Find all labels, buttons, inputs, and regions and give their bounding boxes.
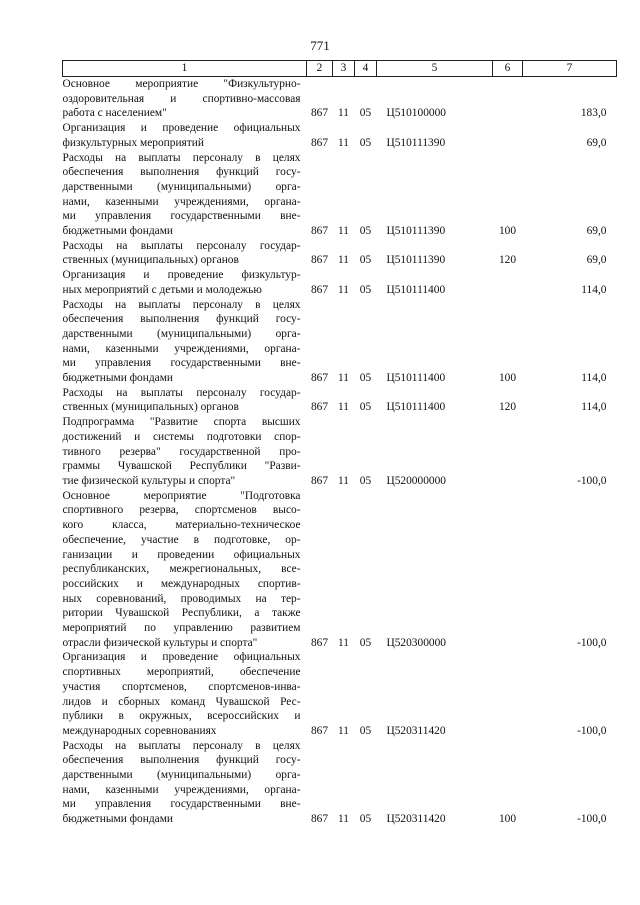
ministry-code: 867 xyxy=(310,372,329,385)
description-line: публики в окружных, всероссийских и xyxy=(62,710,301,723)
description-line: Расходы на выплаты персоналу государ- xyxy=(62,386,301,399)
expense-type-code xyxy=(493,650,523,738)
table-header-row xyxy=(63,61,617,77)
amount: 69,0 xyxy=(586,225,607,238)
amount: 183,0 xyxy=(580,107,607,120)
expense-type-code xyxy=(493,121,523,150)
row-description xyxy=(63,298,307,386)
description-line: достижений и системы подготовки спор- xyxy=(62,430,301,443)
subsection-code: 05 xyxy=(359,724,372,737)
row-description xyxy=(63,239,307,268)
description-line: Подпрограмма "Развитие спорта высших xyxy=(62,416,301,429)
table-row xyxy=(63,121,617,150)
section-code: 11 xyxy=(338,254,349,267)
description-line: Организация и проведение официальных xyxy=(62,651,301,664)
amount: -100,0 xyxy=(577,636,607,649)
table-row xyxy=(63,739,617,827)
expense-type-code: 100 xyxy=(498,225,517,238)
description-line: нами, казенными учреждениями, органа- xyxy=(62,342,301,355)
header-col-7: 7 xyxy=(523,61,617,77)
description-line: обеспечения выполнения функций госу- xyxy=(62,313,301,326)
header-col-2: 2 xyxy=(307,61,333,77)
section-code: 11 xyxy=(338,136,349,149)
row-description xyxy=(63,121,307,150)
table-body xyxy=(63,77,617,827)
description-line: дарственными (муниципальными) орга- xyxy=(62,327,301,340)
target-article-code: Ц520000000 xyxy=(386,474,446,487)
ministry-code: 867 xyxy=(310,813,329,826)
description-line: ных мероприятий с детьми и молодежью xyxy=(62,283,262,296)
description-line: нами, казенными учреждениями, органа- xyxy=(62,783,301,796)
amount: -100,0 xyxy=(577,474,607,487)
description-line: бюджетными фондами xyxy=(62,813,174,826)
expense-type-code: 100 xyxy=(498,372,517,385)
expense-type-code xyxy=(493,415,523,489)
header-col-1: 1 xyxy=(63,61,307,77)
target-article-code: Ц510111400 xyxy=(386,401,446,414)
table-row xyxy=(63,386,617,415)
expense-type-code: 100 xyxy=(498,813,517,826)
amount: 69,0 xyxy=(586,136,607,149)
expense-type-code xyxy=(493,77,523,122)
description-line: спортивного резерва, спортсменов высо- xyxy=(62,504,301,517)
description-line: оздоровительная и спортивно-массовая xyxy=(62,92,301,105)
budget-table xyxy=(62,60,617,827)
description-line: физкультурных мероприятий xyxy=(62,136,204,149)
section-code: 11 xyxy=(338,813,349,826)
section-code: 11 xyxy=(338,283,349,296)
ministry-code: 867 xyxy=(310,136,329,149)
subsection-code: 05 xyxy=(359,813,372,826)
target-article-code: Ц510111390 xyxy=(386,225,446,238)
description-line: нами, казенными учреждениями, органа- xyxy=(62,195,301,208)
row-description xyxy=(63,415,307,489)
target-article-code: Ц520300000 xyxy=(386,636,446,649)
section-code: 11 xyxy=(338,107,349,120)
description-line: ственных (муниципальных) органов xyxy=(62,254,239,267)
header-col-4: 4 xyxy=(355,61,377,77)
description-line: ми управления государственными вне- xyxy=(62,210,301,223)
expense-type-code: 120 xyxy=(498,254,517,267)
description-line: ми управления государственными вне- xyxy=(62,798,301,811)
row-description xyxy=(63,386,307,415)
expense-type-code xyxy=(493,268,523,297)
subsection-code: 05 xyxy=(359,636,372,649)
ministry-code: 867 xyxy=(310,254,329,267)
table-row xyxy=(63,650,617,738)
target-article-code: Ц510100000 xyxy=(386,107,446,120)
row-description xyxy=(63,268,307,297)
section-code: 11 xyxy=(338,372,349,385)
table-row xyxy=(63,151,617,239)
description-line: ми управления государственными вне- xyxy=(62,357,301,370)
description-line: Расходы на выплаты персоналу в целях xyxy=(62,739,301,752)
subsection-code: 05 xyxy=(359,254,372,267)
description-line: тивного резерва" государственной про- xyxy=(62,445,301,458)
header-col-6: 6 xyxy=(493,61,523,77)
description-line: Организация и проведение физкультур- xyxy=(62,269,301,282)
description-line: обеспечение, участие в подготовке, ор- xyxy=(62,533,301,546)
header-col-5: 5 xyxy=(377,61,493,77)
description-line: обеспечения выполнения функций госу- xyxy=(62,166,301,179)
description-line: обеспечения выполнения функций госу- xyxy=(62,754,301,767)
description-line: республиканских, межрегиональных, все- xyxy=(62,563,301,576)
description-line: Расходы на выплаты персоналу государ- xyxy=(62,239,301,252)
description-line: дарственными (муниципальными) орга- xyxy=(62,769,301,782)
description-line: мероприятий по управлению развитием xyxy=(62,622,301,635)
table-row xyxy=(63,298,617,386)
amount: 114,0 xyxy=(581,372,607,385)
ministry-code: 867 xyxy=(310,225,329,238)
amount: 114,0 xyxy=(581,401,607,414)
subsection-code: 05 xyxy=(359,372,372,385)
target-article-code: Ц510111400 xyxy=(386,283,446,296)
description-line: дарственными (муниципальными) орга- xyxy=(62,180,301,193)
section-code: 11 xyxy=(338,636,349,649)
subsection-code: 05 xyxy=(359,401,372,414)
description-line: участия спортсменов, спортсменов-инва- xyxy=(62,680,301,693)
header-col-3: 3 xyxy=(333,61,355,77)
ministry-code: 867 xyxy=(310,283,329,296)
expense-type-code xyxy=(493,489,523,651)
ministry-code: 867 xyxy=(310,724,329,737)
subsection-code: 05 xyxy=(359,474,372,487)
section-code: 11 xyxy=(338,401,349,414)
description-line: международных соревнованиях xyxy=(62,724,217,737)
table-row xyxy=(63,239,617,268)
row-description xyxy=(63,489,307,651)
section-code: 11 xyxy=(338,724,349,737)
description-line: российских и международных спортив- xyxy=(62,577,301,590)
ministry-code: 867 xyxy=(310,636,329,649)
description-line: ганизации и проведении официальных xyxy=(62,548,301,561)
target-article-code: Ц520311420 xyxy=(386,813,446,826)
table-row xyxy=(63,489,617,651)
description-line: работа с населением" xyxy=(62,107,167,120)
subsection-code: 05 xyxy=(359,225,372,238)
description-line: граммы Чувашской Республики "Разви- xyxy=(62,460,301,473)
description-line: отрасли физической культуры и спорта" xyxy=(62,636,258,649)
target-article-code: Ц510111390 xyxy=(386,136,446,149)
description-line: кого класса, материально-техническое xyxy=(62,519,301,532)
description-line: тие физической культуры и спорта" xyxy=(62,474,236,487)
description-line: бюджетными фондами xyxy=(62,225,174,238)
description-line: ственных (муниципальных) органов xyxy=(62,401,239,414)
amount: 69,0 xyxy=(586,254,607,267)
ministry-code: 867 xyxy=(310,474,329,487)
table-row xyxy=(63,415,617,489)
subsection-code: 05 xyxy=(359,107,372,120)
description-line: ритории Чувашской Республики, а также xyxy=(62,607,301,620)
amount: 114,0 xyxy=(581,283,607,296)
description-line: Основное мероприятие "Физкультурно- xyxy=(62,78,301,90)
section-code: 11 xyxy=(338,225,349,238)
page-number: 771 xyxy=(310,38,330,53)
subsection-code: 05 xyxy=(359,283,372,296)
table-row xyxy=(63,268,617,297)
description-line: Расходы на выплаты персоналу в целях xyxy=(62,151,301,164)
table-row xyxy=(63,77,617,122)
ministry-code: 867 xyxy=(310,401,329,414)
description-line: Организация и проведение официальных xyxy=(62,122,301,135)
description-line: бюджетными фондами xyxy=(62,372,174,385)
ministry-code: 867 xyxy=(310,107,329,120)
target-article-code: Ц510111390 xyxy=(386,254,446,267)
row-description xyxy=(63,739,307,827)
subsection-code: 05 xyxy=(359,136,372,149)
row-description xyxy=(63,151,307,239)
description-line: спортивных мероприятий, обеспечение xyxy=(62,666,301,679)
amount: -100,0 xyxy=(577,813,607,826)
amount: -100,0 xyxy=(577,724,607,737)
target-article-code: Ц510111400 xyxy=(386,372,446,385)
row-description xyxy=(63,77,307,122)
target-article-code: Ц520311420 xyxy=(386,724,446,737)
expense-type-code: 120 xyxy=(498,401,517,414)
description-line: Расходы на выплаты персоналу в целях xyxy=(62,298,301,311)
section-code: 11 xyxy=(338,474,349,487)
row-description xyxy=(63,650,307,738)
description-line: лидов и сборных команд Чувашской Рес- xyxy=(62,695,301,708)
description-line: ных соревнований, проводимых на тер- xyxy=(62,592,301,605)
description-line: Основное мероприятие "Подготовка xyxy=(62,489,301,502)
